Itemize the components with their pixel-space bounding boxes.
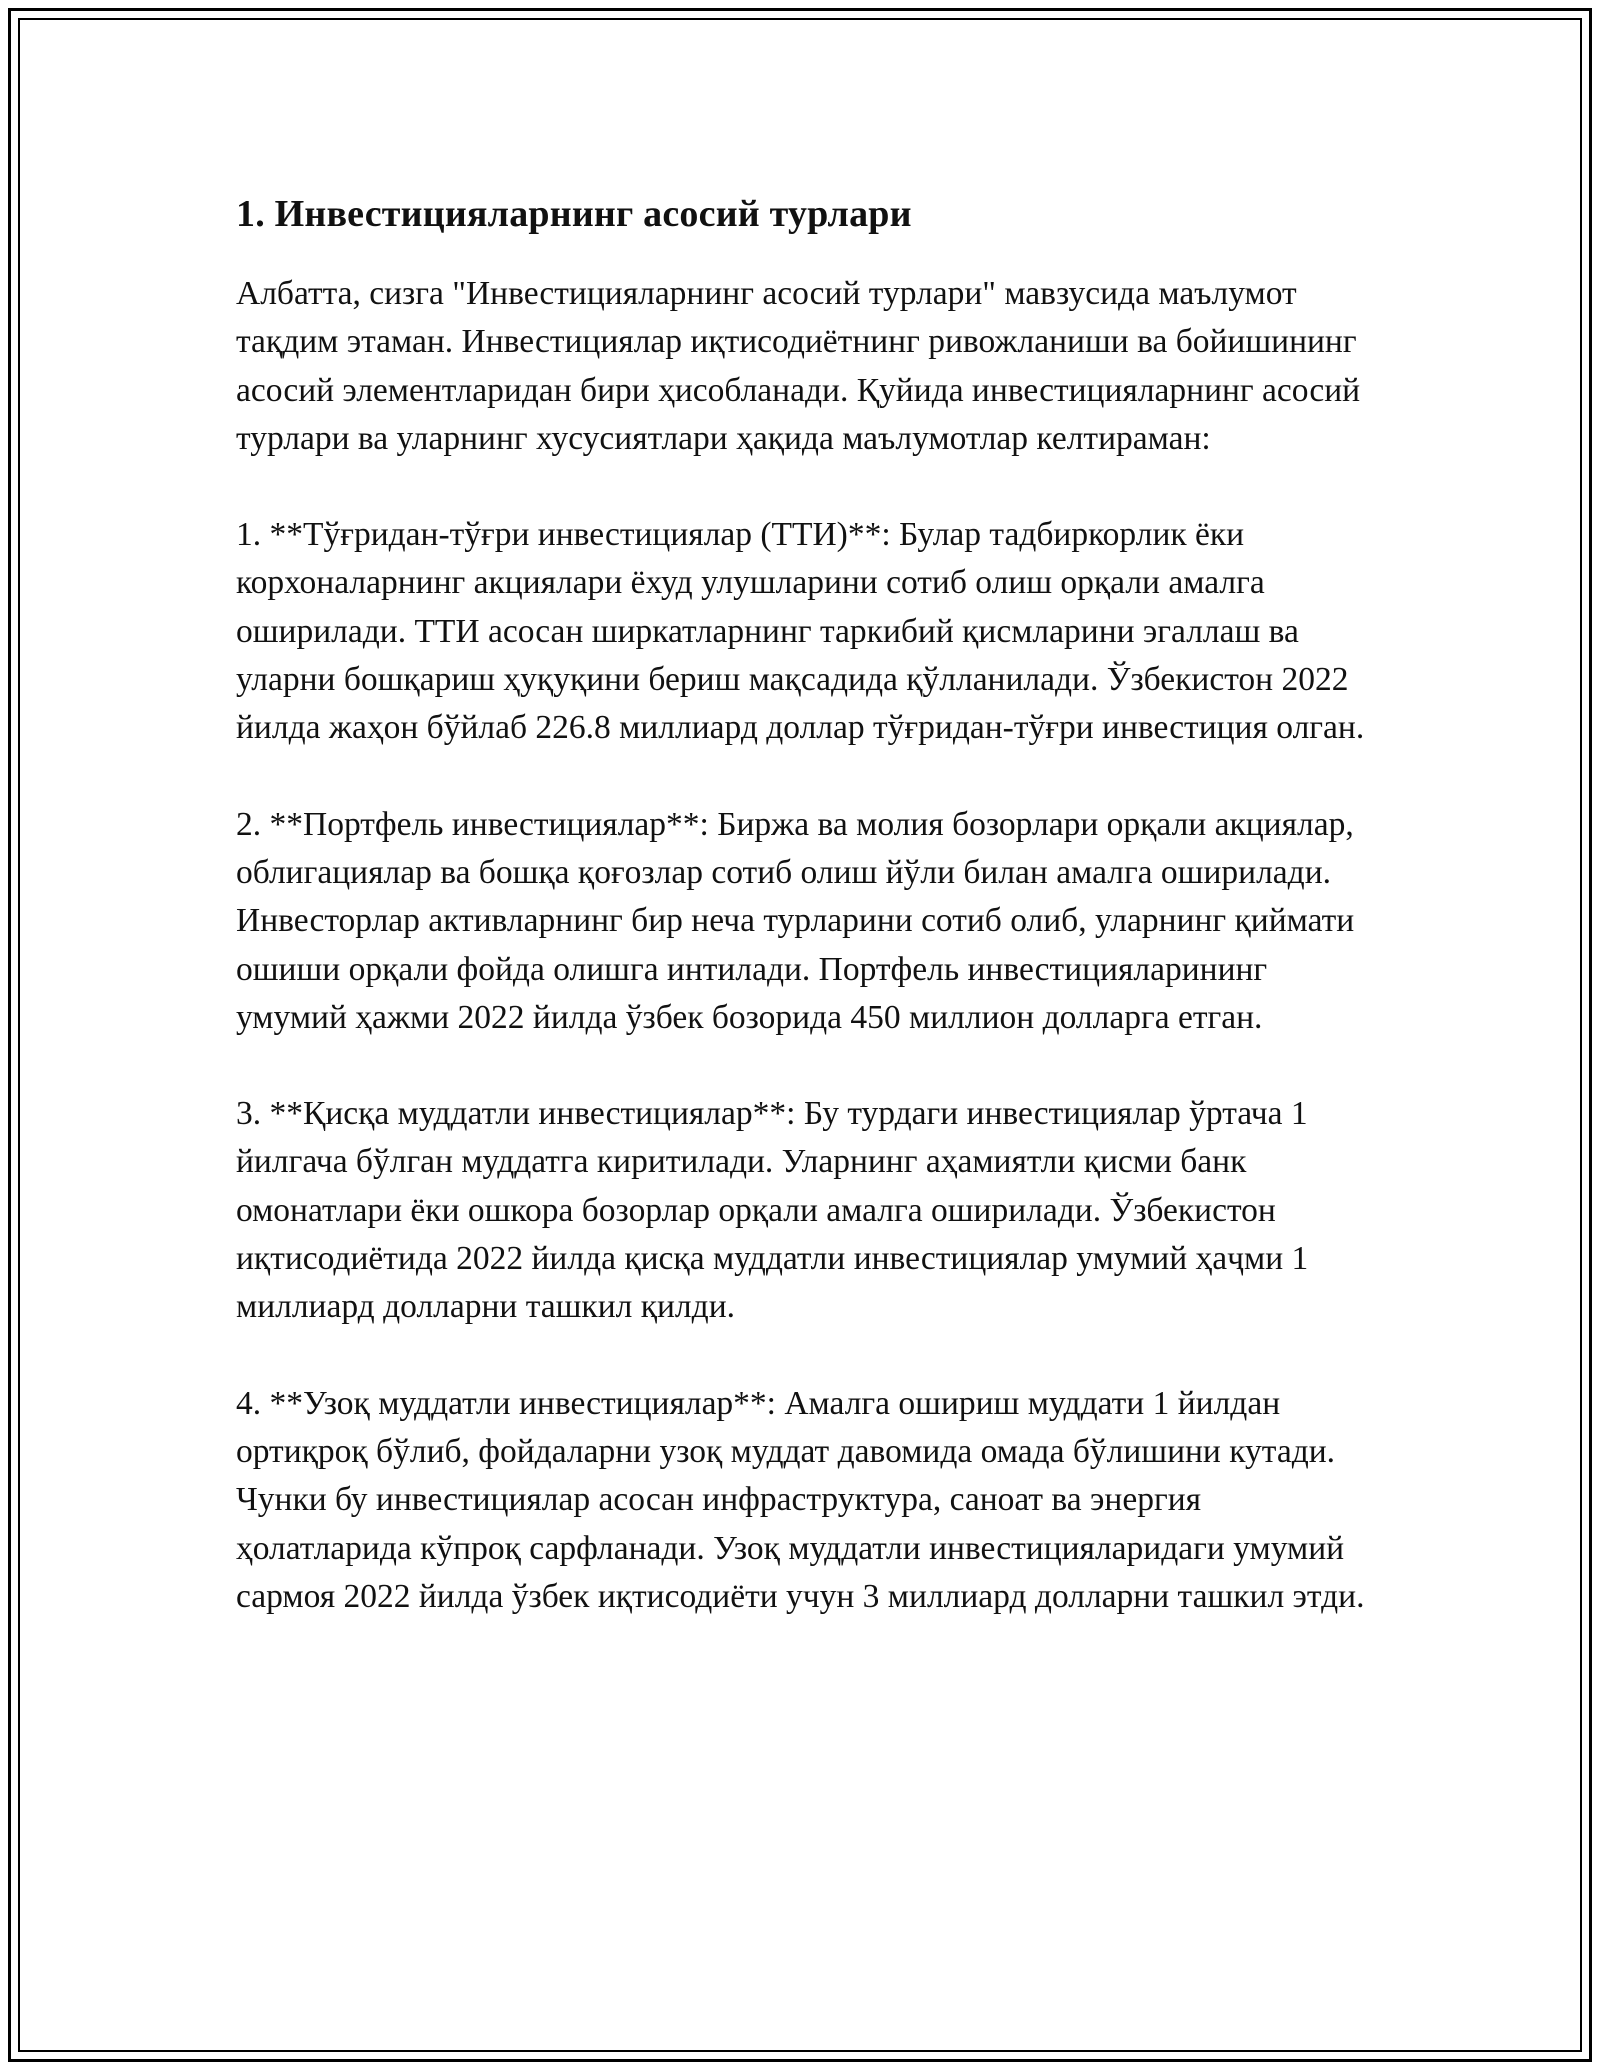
paragraph-portfolio-investments: 2. **Портфель инвестициялар**: Биржа ва молия бозорлари орқали акциялар, облигациялар ва бошқа қоғозлар сотиб олиш йўли билан амалга оширилади. Инвесторлар активларнинг бир неча турларини сотиб олиб, уларнинг қиймати ошиши орқали фойда олишга интилади. Портфель инвестицияларининг умумий ҳажми 2022 йилда ўзбек бозорида 450 миллион долларга етган. <box>236 805 1355 1036</box>
intro-paragraph: Албатта, сизга "Инвестицияларнинг асосий турлари" мавзусида маълумот тақдим этаман. Инвестициялар иқтисодиётнинг ривожланиши ва бойишининг асосий элементларидан бири ҳисобланади. Қуйида инвестицияларнинг асосий турлари ва уларнинг хусусиятлари ҳақида маълумотлар келтираман: <box>236 275 1361 457</box>
document-title: 1. Инвестицияларнинг асосий турлари <box>236 193 912 235</box>
paragraph-short-term-investments: 3. **Қисқа муддатли инвестициялар**: Бу турдаги инвестициялар ўртача 1 йилгача бўлган муддатга киритилади. Уларнинг аҳамиятли қисми банк омонатлари ёки ошкора бозорлар орқали амалга оширилади. Ўзбекистон иқтисодиётида 2022 йилда қисқа муддатли инвестициялар умумий ҳаҷми 1 миллиард долларни ташкил қилди. <box>236 1095 1309 1326</box>
paragraph-direct-investments: 1. **Тўғридан-тўғри инвестициялар (ТТИ)**: Булар тадбиркорлик ёки корхоналарнинг акциялари ёхуд улушларини сотиб олиш орқали амалга оширилади. ТТИ асосан ширкатларнинг таркибий қисмларини эгаллаш ва уларни бошқариш ҳуқуқини бериш мақсадида қўлланилади. Ўзбекистон 2022 йилда жаҳон бўйлаб 226.8 миллиард доллар тўғридан-тўғри инвестиция олган. <box>236 516 1365 747</box>
paragraph-long-term-investments: 4. **Узоқ муддатли инвестициялар**: Амалга ошириш муддати 1 йилдан ортиқроқ бўлиб, фойдаларни узоқ муддат давомида омада бўлишини кутади. Чунки бу инвестициялар асосан инфраструктура, саноат ва энергия ҳолатларида кўпроқ сарфланади. Узоқ муддатли инвестицияларидаги умумий сармоя 2022 йилда ўзбек иқтисодиёти учун 3 миллиард долларни ташкил этди. <box>236 1384 1365 1615</box>
document-body <box>236 188 1366 1669</box>
